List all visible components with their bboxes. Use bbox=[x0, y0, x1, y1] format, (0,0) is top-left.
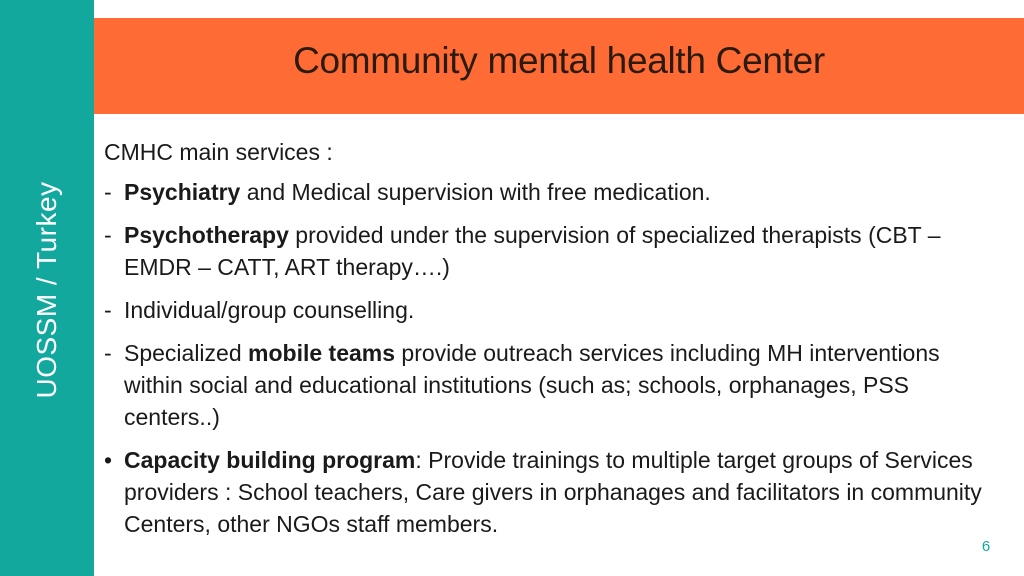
list-item-capacity-building bbox=[104, 444, 1004, 540]
sidebar-band bbox=[0, 0, 94, 576]
title-bar bbox=[94, 18, 1024, 114]
page-number: 6 bbox=[981, 538, 991, 555]
dash-marker: - bbox=[104, 179, 112, 205]
list-item-mobile-teams bbox=[104, 337, 1004, 433]
item-bold-text: Psychiatry bbox=[124, 179, 241, 205]
sidebar-label: UOSSM / Turkey bbox=[31, 181, 62, 399]
item-text: Individual/group counselling. bbox=[124, 297, 415, 323]
item-bold-text: Psychotherapy bbox=[124, 222, 289, 248]
list-item-psychotherapy bbox=[104, 219, 1004, 283]
dash-marker: - bbox=[104, 340, 112, 366]
dash-marker: - bbox=[104, 297, 112, 323]
item-text: : Provide trainings to multiple target groups of Services providers : School teachers, Care givers in orphanages and facilitators in community Centers, other NGOs staff members. bbox=[124, 447, 982, 537]
item-text: provide outreach services including MH interventions within social and educational institutions (such as; schools, orphanages, PSS centers..) bbox=[124, 340, 940, 430]
bullet-marker: • bbox=[104, 447, 113, 473]
item-text: and Medical supervision with free medication. bbox=[240, 179, 711, 205]
item-pre-text: Specialized bbox=[124, 340, 249, 366]
dash-marker: - bbox=[104, 222, 112, 248]
page-title: Community mental health Center bbox=[293, 40, 825, 81]
item-text: provided under the supervision of specialized therapists (CBT – EMDR – CATT, ART therapy….) bbox=[124, 222, 941, 280]
item-bold-text: mobile teams bbox=[248, 340, 396, 366]
list-item-psychiatry bbox=[104, 176, 1004, 208]
list-item-counselling bbox=[104, 294, 1004, 326]
item-bold-text: Capacity building program bbox=[124, 447, 416, 473]
content-area bbox=[104, 136, 1004, 551]
intro-text: CMHC main services : bbox=[104, 139, 333, 165]
